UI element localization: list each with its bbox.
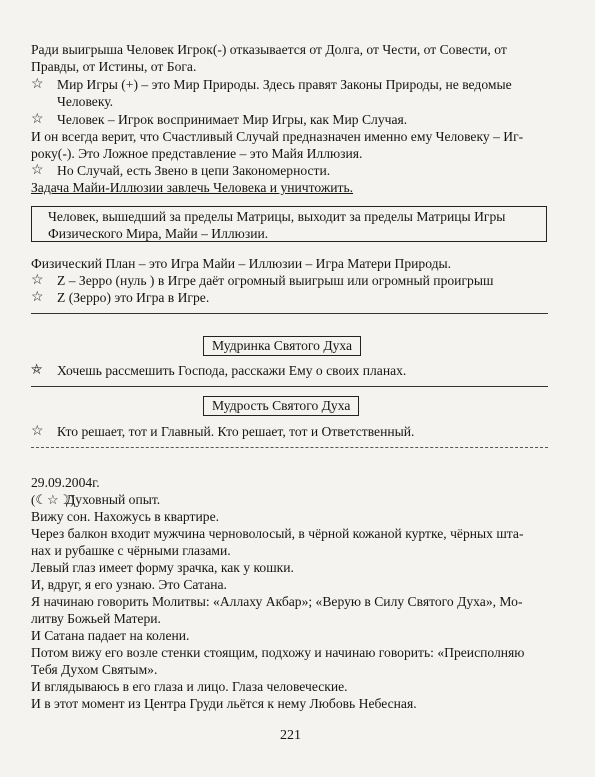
paragraph-line: Ради выигрыша Человек Игрок(-) отказывается от Долга, от Чести, от Совести, от <box>31 42 507 57</box>
entry-date: 29.09.2004г. <box>31 475 100 490</box>
divider <box>31 447 548 448</box>
paragraph-line: Физический План – это Игра Майи – Иллюзии – Игра Матери Природы. <box>31 256 452 271</box>
star-icon: ☆ <box>31 290 44 305</box>
divider <box>31 386 548 387</box>
entry-line: Тебя Духом Святым». <box>31 662 158 677</box>
entry-line: Вижу сон. Нахожусь в квартире. <box>31 509 219 524</box>
entry-line: литву Божьей Матери. <box>31 611 161 626</box>
entry-line: Потом вижу его возле стенки стоящим, подхожу и начинаю говорить: «Преисполняю <box>31 645 525 660</box>
entry-line: Левый глаз имеет форму зрачка, как у кошки. <box>31 560 294 575</box>
section-title-box: Мудринка Святого Духа <box>203 336 361 356</box>
bullet-line: Z – Зерро (нуль ) в Игре даёт огромный выигрыш или огромный проигрыш <box>57 273 494 288</box>
star-icon: ☆ <box>31 424 44 439</box>
divider <box>31 313 548 314</box>
star-icon: ☆ <box>31 163 44 178</box>
paragraph-line: И он всегда верит, что Счастливый Случай предназначен именно ему Человеку – Иг- <box>31 129 524 144</box>
boxed-statement-line: Физического Мира, Майи – Иллюзии. <box>48 226 269 241</box>
star-icon: ☆ <box>31 77 44 92</box>
bullet-line: Z (Зерро) это Игра в Игре. <box>57 290 210 305</box>
page-number: 221 <box>280 728 301 743</box>
bullet-line: Человек – Игрок воспринимает Мир Игры, как Мир Случая. <box>57 112 408 127</box>
entry-line: И Сатана падает на колени. <box>31 628 190 643</box>
star-icon: ☆ <box>31 112 44 127</box>
bullet-line: Человеку. <box>57 94 114 109</box>
entry-line: Я начинаю говорить Молитвы: «Аллаху Акбар»; «Верую в Силу Святого Духа», Мо- <box>31 594 523 609</box>
entry-title: Духовный опыт. <box>66 492 161 507</box>
star-icon: ☆ <box>31 273 44 288</box>
section-text: Хочешь рассмешить Господа, расскажи Ему о своих планах. <box>57 363 407 378</box>
underlined-statement: Задача Майи-Иллюзии завлечь Человека и уничтожить. <box>31 180 354 195</box>
entry-line: И вглядываюсь в его глаза и лицо. Глаза человеческие. <box>31 679 348 694</box>
entry-line: И, вдруг, я его узнаю. Это Сатана. <box>31 577 227 592</box>
entry-line: И в этот момент из Центра Груди льётся к нему Любовь Небесная. <box>31 696 417 711</box>
bullet-line: Но Случай, есть Звено в цепи Закономерности. <box>57 163 331 178</box>
entry-line: нах и рубашке с чёрными глазами. <box>31 543 231 558</box>
paragraph-line: року(-). Это Ложное представление – это Майя Иллюзия. <box>31 146 363 161</box>
bullet-line: Мир Игры (+) – это Мир Природы. Здесь правят Законы Природы, не ведомые <box>57 77 512 92</box>
moon-star-icon: (☾☆☽) <box>31 492 75 507</box>
boxed-statement-line: Человек, вышедший за пределы Матрицы, выходит за пределы Матрицы Игры <box>48 209 506 224</box>
section-text: Кто решает, тот и Главный. Кто решает, тот и Ответственный. <box>57 424 415 439</box>
section-title-box: Мудрость Святого Духа <box>203 396 359 416</box>
pentagram-icon: ⛤ <box>31 363 43 378</box>
paragraph-line: Правды, от Истины, от Бога. <box>31 59 197 74</box>
entry-line: Через балкон входит мужчина черноволосый, в чёрной кожаной куртке, чёрных шта- <box>31 526 524 541</box>
